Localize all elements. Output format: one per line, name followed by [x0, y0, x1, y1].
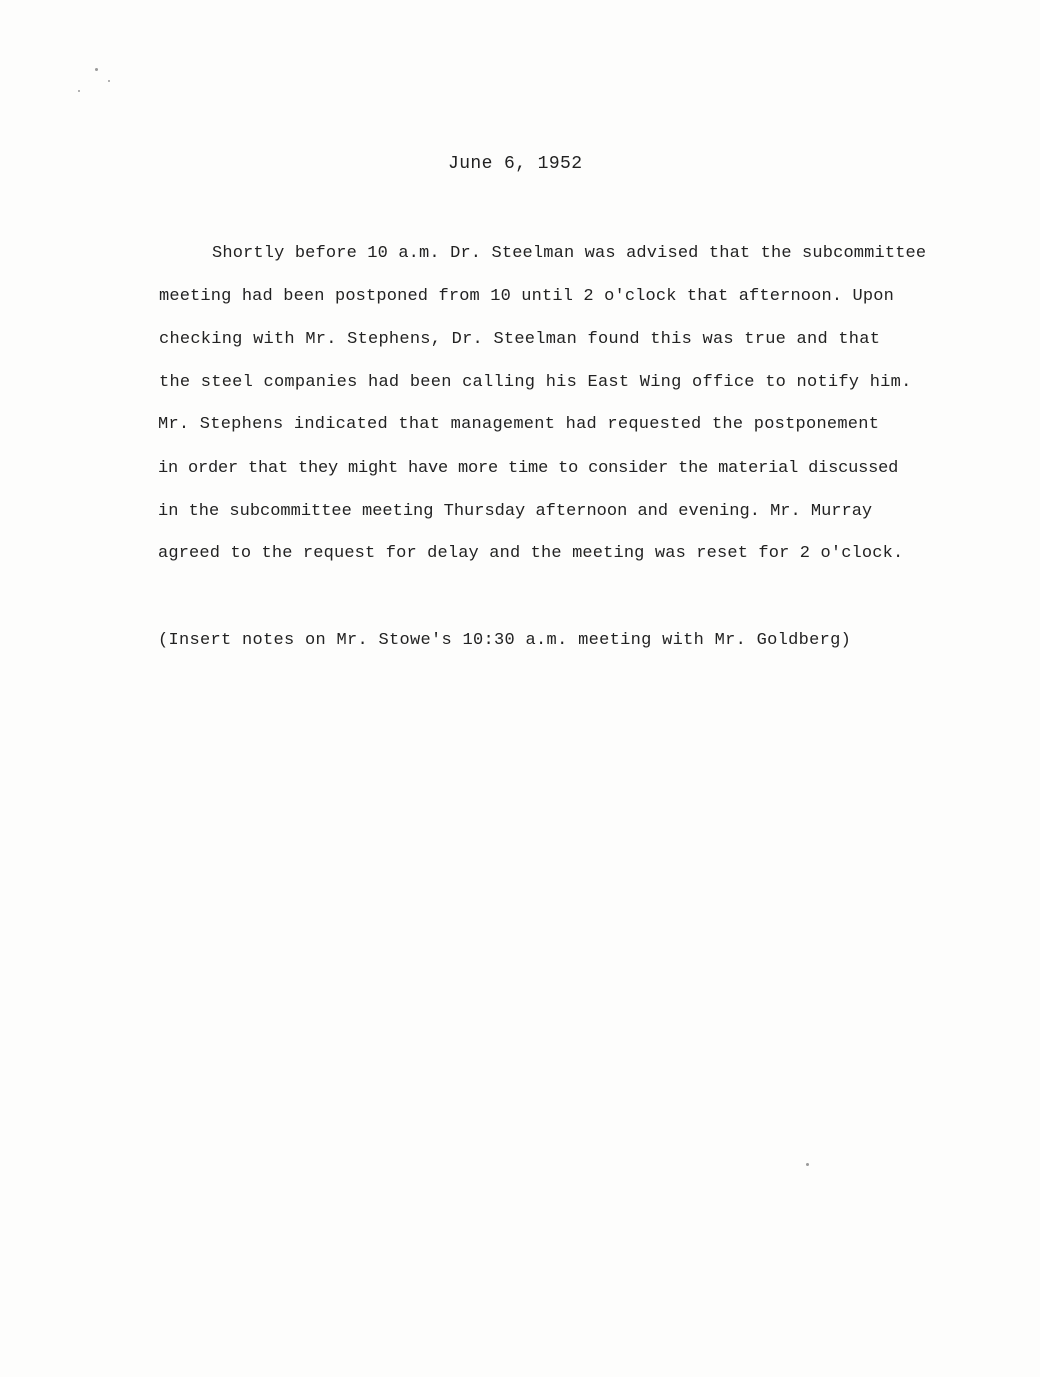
paragraph-line: meeting had been postponed from 10 until 2 o'clock that afternoon. Upon: [159, 287, 894, 306]
memo-date: June 6, 1952: [448, 154, 583, 174]
paragraph-line: checking with Mr. Stephens, Dr. Steelman found this was true and that: [159, 330, 881, 349]
paragraph-line: agreed to the request for delay and the meeting was reset for 2 o'clock.: [158, 544, 904, 563]
insert-note: (Insert notes on Mr. Stowe's 10:30 a.m. meeting with Mr. Goldberg): [158, 631, 852, 650]
paragraph-line: in the subcommittee meeting Thursday afternoon and evening. Mr. Murray: [158, 502, 873, 521]
paper-speck: [108, 80, 110, 82]
paragraph-line: in order that they might have more time to consider the material discussed: [158, 459, 899, 478]
paragraph-line: the steel companies had been calling his East Wing office to notify him.: [159, 373, 912, 392]
paper-speck: [95, 68, 98, 71]
paragraph-line: Mr. Stephens indicated that management had requested the postponement: [158, 415, 880, 434]
paper-speck: [806, 1163, 809, 1166]
paragraph-line: Shortly before 10 a.m. Dr. Steelman was advised that the subcommittee: [212, 244, 927, 263]
paper-speck: [78, 90, 80, 92]
